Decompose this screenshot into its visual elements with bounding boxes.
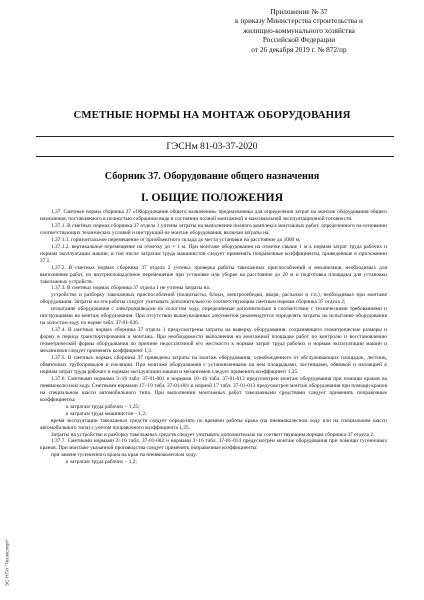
appendix-line: жилищно-коммунального хозяйства (243, 25, 355, 35)
paragraph: 1.37.1.1. горизонтальное перемещение от приобъектного склада до места установки на расстояние до 1000 м; (51, 236, 301, 243)
paragraph: 1.37.4. В сметных нормах сборника 37 отдела 1 предусмотрены затраты на выверку оборудования, сохраняющего геометрические размеры и форму в период транспортирования и монтажа. При необходимости выполнения на монтажной площадке работ по контролю и восстановлению геометрической формы оборудования по причине недостаточной его жесткости к нормам затрат труда рабочих и нормам эксплуатации машин и механизмов следует применять коэффициент 1,3. (40, 327, 387, 355)
paragraph: при замене гусеничного крана на кран на пневмоколесном ходу: (51, 452, 198, 459)
appendix-line: Приложение № 37 (270, 7, 328, 16)
document-body (40, 209, 387, 466)
appendix-line: от 26 декабря 2019 г. № 872/пр (251, 44, 347, 54)
appendix-line: Российской Федерации (262, 35, 336, 45)
paragraph: 1.37.5. В сметных нормах сборника 37 приведены затраты на монтаж оборудования, освобожденного от обслуживающих площадок, лестниц, обвязочных трубопроводов и изоляции. При монтаже оборудования с установленными на нем площадками, лестницами, обвязкой и изоляцией к нормам затрат труда рабочих и нормам эксплуатации машин и механизмов следует применять коэффициент 1,25. (40, 355, 387, 375)
paragraph: 1.37.2. В сметных нормах сборника 37 отдела 2 учтены: проверка работы такелажных приспособлений и механизмов, необходимых для выполнения работ, их внутриплощадочное перемещение при установке или уборке на расстояние до 20 м и подготовка площадки для установки такелажных устройств. (40, 264, 387, 285)
paragraph: устройство и разборку такелажных приспособлений (полиспасты, блоки, электролебедки, якоря, расчалки и т.п.), необходимых при монтаже оборудования. Затраты на эти работы следует учитывать дополнительно по соответствующим сметным нормам сборника 37 отдела 2; (40, 292, 387, 306)
stamp-text: ЭС НТИ "Техэксперт" (5, 538, 11, 587)
appendix-block (214, 7, 384, 54)
paragraph: 1.37.1.2. вертикальное перемещение на отметку до + 1 м. При монтаже оборудования на отметке свыше 1 м к нормам затрат труда рабочих и нормам эксплуатации машин, в том числе затратам труда машинистов следует применять поправочные коэффициенты, приведенные в приложении 37.1. (40, 243, 387, 264)
section-title: I. ОБЩИЕ ПОЛОЖЕНИЯ (140, 190, 284, 204)
collection-title: Сборник 37. Оборудование общего назначения (104, 171, 320, 182)
document-code: ГЭСНм 81-03-37-2020 (166, 141, 258, 152)
paragraph: 1.37.7. Сметными нормами 3÷16 табл. 37-01-002 и нормами 3÷16 табл. 37-01-014 предусмотрен монтаж оборудования при помощи гусеничных кранов. При монтаже указанной производства следует применять поправочные коэффициенты: (40, 438, 387, 452)
divider-bottom (36, 156, 394, 157)
paragraph: 1.37. Сметные нормы сборника 37 «Оборудование общего назначения» предназначены для определения затрат на монтаж оборудования общего назначения, поставляемого в полностью собранном виде в состоянии полной монтажной и максимальной эксплуатационной готовности. (40, 209, 387, 222)
paragraph: испытание оборудования с электроприводом на холостом ходу, определяемые дополнительно в соответствии с техническими требованиями и инструкциями на монтаж оборудования. При отсутствии вышеуказанных документов рекомендуется определять затраты на испытание оборудования на холостом ходу по норме табл. 37-01-036. (40, 306, 387, 327)
appendix-line: к приказу Министерства строительства и (235, 16, 363, 26)
list-item: к затратам труда рабочих – 1,25; (66, 403, 140, 410)
paragraph: 1.37.3. В сметных нормах сборника 37 отдела 1 не учтены затраты на: (51, 285, 211, 292)
document-title: СМЕТНЫЕ НОРМЫ НА МОНТАЖ ОБОРУДОВАНИЯ (73, 109, 351, 121)
paragraph: 1.37.1. В сметных нормах сборника 37 отдела 1 учтены затраты на выполнение полного комплекса монтажных работ, определенного на основании соответствующих технических условий и инструкций на монтаж оборудования, включая затраты на: (40, 222, 387, 236)
list-item: к затратам труда рабочих – 1,2; (66, 459, 137, 466)
paragraph: Затраты на устройство и разборку такелажных средств следует учитывать дополнительно по соответствующим нормам сборника 37 отдела 2. (51, 431, 375, 438)
list-item: к затратам труда машинистов – 1,2; (66, 410, 147, 417)
paragraph: время эксплуатации такелажных средств следует определять по времени работы крана (на пневмоколесном ходу или на специальном шасси автомобильного типа) с учетом поправочного коэффициента 1,25. (40, 417, 387, 431)
margin-stamp (3, 535, 13, 595)
divider-top (36, 136, 394, 137)
paragraph: 1.37.6. Сметными нормами 3÷16 табл. 37-01-001 и нормами 10÷16 табл. 37-01-013 предусмотрен монтаж оборудования при помощи кранов на пневмоколесном ходу. Сметными нормами 17÷19 табл. 37-01-001 и нормой 17 табл. 37-01-013 предусмотрен монтаж оборудования при помощи кранов на специальном шасси автомобильного типа. При выполнении монтажных работ такелажными средствами следует применять поправочные коэффициенты: (40, 375, 387, 403)
